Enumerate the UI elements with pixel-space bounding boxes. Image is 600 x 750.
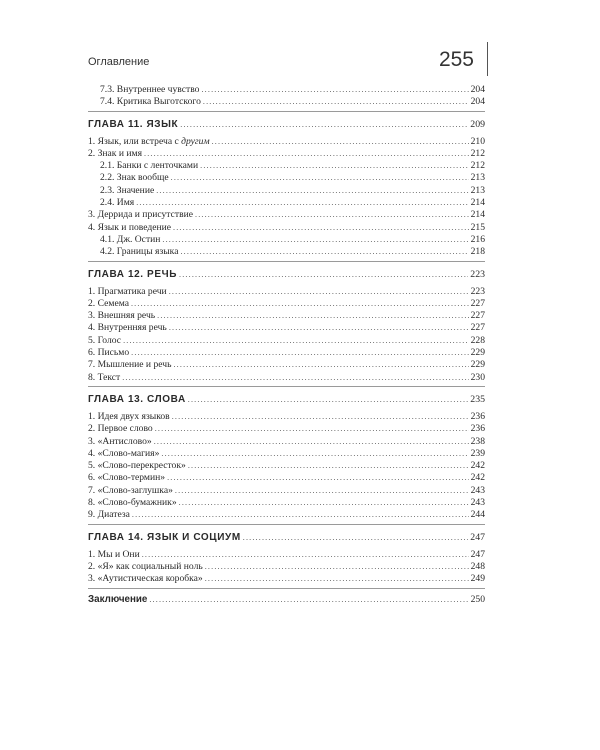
dot-leader [188, 392, 469, 408]
dot-leader [205, 573, 469, 585]
toc-entry[interactable] [88, 185, 485, 197]
toc-entry-label-text: 1. Язык, или встреча с [88, 135, 182, 147]
toc-entry-page: 227 [470, 310, 485, 322]
dot-leader [167, 472, 469, 484]
toc-entry[interactable] [88, 335, 485, 347]
toc-entry-label [88, 359, 171, 371]
dot-leader [175, 485, 469, 497]
page-header [88, 48, 488, 78]
toc-entry-page: 213 [470, 184, 485, 196]
toc-entry[interactable] [88, 197, 485, 209]
toc-entry[interactable] [88, 246, 485, 258]
toc-entry-label [88, 286, 167, 298]
dot-leader [180, 246, 468, 258]
toc-chapter-block [88, 530, 485, 589]
dot-leader [169, 286, 469, 298]
toc-entry-page: 215 [470, 221, 485, 233]
toc-entry-label [88, 335, 121, 347]
toc-entry-label [88, 246, 178, 258]
toc-entry-label-text: 1. Мы и Они [88, 548, 140, 560]
toc-entry-label-text: 7.3. Внутреннее чувство [100, 84, 200, 95]
toc-entry-label [88, 549, 140, 561]
dot-leader [172, 411, 469, 423]
toc-entry-label-text: 1. Идея двух языков [88, 410, 170, 422]
toc-entry-page: 216 [470, 233, 485, 245]
dot-leader [123, 335, 469, 347]
dot-leader [149, 594, 468, 606]
toc-entry-label-emphasis: другим [181, 135, 210, 147]
toc-chapter-heading[interactable] [88, 530, 485, 546]
toc-entry[interactable] [88, 234, 485, 246]
toc-entry-page: 213 [470, 172, 485, 184]
toc-entry-page: 243 [470, 497, 485, 509]
toc-entry-label [88, 160, 198, 172]
dot-leader [144, 148, 469, 160]
toc-entry-label-text: ГЛАВА 12. РЕЧЬ [88, 268, 178, 280]
toc-conclusion-entry[interactable] [88, 594, 485, 606]
toc-chapter-block [88, 392, 485, 525]
toc-entry-label [88, 222, 171, 234]
toc-entry-page: 214 [470, 197, 485, 209]
toc-entry-label [88, 573, 203, 585]
toc-entry-label-text: 4. «Слово-магия» [88, 447, 160, 459]
toc-entry-page: 223 [470, 268, 485, 280]
dot-leader [132, 509, 469, 521]
toc-entry-label [88, 497, 177, 509]
toc-entry[interactable] [88, 286, 485, 298]
toc-chapter-heading[interactable] [88, 392, 485, 408]
toc-entry-label-text: 5. Голос [88, 334, 122, 346]
toc-entry[interactable] [88, 561, 485, 573]
toc-entry-page: 212 [470, 147, 485, 159]
toc-chapter-block [88, 267, 485, 387]
dot-leader [131, 298, 469, 310]
toc-entry-label-text: 9. Диатеза [88, 509, 130, 521]
dot-leader [195, 209, 469, 221]
toc-entry-label [88, 561, 203, 573]
toc-entry-page: 218 [470, 246, 485, 258]
toc-entry-page: 228 [470, 334, 485, 346]
toc-entry[interactable] [88, 411, 485, 423]
toc-entry[interactable] [88, 485, 485, 497]
dot-leader [201, 84, 468, 96]
toc-entry[interactable] [88, 460, 485, 472]
toc-chapter-heading[interactable] [88, 117, 485, 133]
toc-entry[interactable] [88, 573, 485, 585]
toc-entry-page: 250 [470, 593, 485, 605]
toc-entry-label-text: 3. Деррида и присутствие [88, 209, 193, 221]
toc-entry-label-text: 2.2. Знак вообще [100, 172, 169, 184]
toc-entry-label-text: ГЛАВА 14. ЯЗЫК И СОЦИУМ [88, 531, 241, 543]
dot-leader [179, 497, 469, 509]
toc-entry-page: 214 [470, 209, 485, 221]
toc-entry[interactable] [88, 322, 485, 334]
toc-entry-label-text: 6. «Слово-термин» [88, 472, 166, 484]
toc-entry-label-text: 2.3. Значение [100, 184, 155, 196]
header-divider [487, 42, 488, 76]
toc-entry-page: 227 [470, 297, 485, 309]
toc-entry-label [88, 209, 193, 221]
toc-entry-label [88, 530, 241, 546]
toc-entry-page: 243 [470, 484, 485, 496]
toc-entry-label-text: 5. «Слово-перекресток» [88, 460, 186, 472]
dot-leader [205, 561, 469, 573]
toc-entry-label [88, 594, 147, 606]
toc-entry-label-text: 3. «Антислово» [88, 435, 152, 447]
toc-entry[interactable] [88, 436, 485, 448]
dot-leader [173, 359, 468, 371]
toc-entry[interactable] [88, 136, 485, 148]
toc-entry-page: 229 [470, 347, 485, 359]
toc-entry[interactable] [88, 209, 485, 221]
toc-entry-label-text: ГЛАВА 13. СЛОВА [88, 393, 186, 405]
toc-entry[interactable] [88, 497, 485, 509]
toc-entry-label [88, 310, 155, 322]
toc-entry[interactable] [88, 172, 485, 184]
toc-entry-label [88, 172, 169, 184]
toc-entry-page: 212 [470, 160, 485, 172]
toc-entry-label-text: 4.1. Дж. Остин [100, 233, 161, 245]
toc-entry[interactable] [88, 549, 485, 561]
toc-entry-label [88, 392, 186, 408]
toc-entry-label [88, 148, 142, 160]
toc-entry-label [88, 267, 177, 283]
toc-entry-label [88, 460, 186, 472]
toc-entry-label [88, 84, 199, 96]
toc-entry-label [88, 411, 170, 423]
toc-entry[interactable] [88, 472, 485, 484]
toc-entry-page: 239 [470, 447, 485, 459]
toc-chapter-block [88, 117, 485, 262]
toc-entry-label-text: 2.4. Имя [100, 197, 135, 209]
toc-entry-label [88, 485, 173, 497]
toc-entry-label [88, 372, 120, 384]
toc-entry-page: 247 [470, 548, 485, 560]
toc-entry-label [88, 509, 130, 521]
toc-entry-label-text: Заключение [88, 593, 148, 605]
dot-leader [156, 185, 468, 197]
toc-chapter-block [88, 594, 485, 608]
toc-entry-label [88, 472, 165, 484]
toc-entry-page: 238 [470, 435, 485, 447]
toc-entry[interactable] [88, 222, 485, 234]
toc-entry-label-text: 1. Прагматика речи [88, 285, 167, 297]
toc-entry-label-text: 8. Текст [88, 371, 121, 383]
toc-entry-label-text: 2. «Я» как социальный ноль [88, 560, 203, 572]
toc-entry-label [88, 448, 159, 460]
toc-entry[interactable] [88, 148, 485, 160]
dot-leader [173, 222, 469, 234]
toc-entry-label-text: 7. Мышление и речь [88, 359, 172, 371]
toc-entry-label [88, 423, 153, 435]
dot-leader [155, 423, 469, 435]
toc-chapter-block [88, 84, 485, 112]
toc-entry-page: 209 [470, 118, 485, 130]
toc-entry-label [88, 136, 210, 148]
dot-leader [188, 460, 469, 472]
dot-leader [200, 160, 468, 172]
toc-entry-label-text: 8. «Слово-бумажник» [88, 497, 177, 509]
dot-leader [203, 96, 469, 108]
toc-entry-label [88, 185, 154, 197]
toc-entry-label [88, 436, 152, 448]
toc-entry-page: 249 [470, 573, 485, 585]
toc-entry-label-text: 4. Внутренняя речь [88, 322, 167, 334]
toc-entry[interactable] [88, 372, 485, 384]
toc-entry-page: 236 [470, 423, 485, 435]
toc-entry[interactable] [88, 96, 485, 108]
toc-entry[interactable] [88, 310, 485, 322]
toc-entry-label-text: 6. Письмо [88, 347, 130, 359]
toc-entry[interactable] [88, 509, 485, 521]
dot-leader [154, 436, 469, 448]
toc-entry-page: 244 [470, 509, 485, 521]
toc-chapter-heading[interactable] [88, 267, 485, 283]
dot-leader [180, 117, 468, 133]
toc-entry-page: 248 [470, 560, 485, 572]
toc-entry[interactable] [88, 423, 485, 435]
toc-entry-label [88, 96, 201, 108]
toc-entry-label-text: 4. Язык и поведение [88, 221, 172, 233]
dot-leader [162, 234, 468, 246]
toc-entry-label [88, 322, 167, 334]
dot-leader [131, 347, 468, 359]
toc-entry-label [88, 347, 129, 359]
page-number: 255 [438, 48, 474, 71]
toc-entry-label [88, 298, 129, 310]
dot-leader [212, 136, 469, 148]
dot-leader [171, 172, 469, 184]
dot-leader [169, 322, 469, 334]
dot-leader [161, 448, 468, 460]
toc-entry-label-text: 3. «Аутистическая коробка» [88, 573, 203, 585]
table-of-contents [88, 84, 485, 613]
toc-entry-label [88, 197, 134, 209]
toc-entry-label-text: 7. «Слово-заглушка» [88, 484, 173, 496]
dot-leader [142, 549, 469, 561]
dot-leader [122, 372, 468, 384]
toc-entry-label-text: 3. Внешняя речь [88, 310, 156, 322]
toc-entry-label-text: 2. Первое слово [88, 423, 153, 435]
toc-entry-label-text: 2. Знак и имя [88, 147, 143, 159]
toc-entry-page: 235 [470, 393, 485, 405]
toc-entry-page: 223 [470, 285, 485, 297]
toc-entry-label [88, 234, 160, 246]
toc-entry[interactable] [88, 448, 485, 460]
toc-entry-page: 242 [470, 472, 485, 484]
toc-entry-label-text: 2.1. Банки с ленточками [100, 160, 199, 172]
dot-leader [157, 310, 468, 322]
dot-leader [179, 267, 468, 283]
toc-entry-page: 210 [470, 135, 485, 147]
toc-entry-page: 236 [470, 410, 485, 422]
toc-entry-page: 230 [470, 371, 485, 383]
toc-entry[interactable] [88, 84, 485, 96]
toc-entry[interactable] [88, 359, 485, 371]
dot-leader [243, 530, 469, 546]
toc-entry[interactable] [88, 298, 485, 310]
toc-entry-label-text: 2. Семема [88, 297, 129, 309]
toc-entry-page: 204 [470, 84, 485, 95]
toc-entry[interactable] [88, 347, 485, 359]
toc-entry[interactable] [88, 160, 485, 172]
toc-entry-label-text: ГЛАВА 11. ЯЗЫК [88, 118, 179, 130]
section-title: Оглавление [88, 56, 150, 68]
toc-entry-label-text: 7.4. Критика Выготского [100, 96, 201, 108]
dot-leader [136, 197, 468, 209]
toc-entry-page: 242 [470, 460, 485, 472]
toc-entry-page: 204 [470, 96, 485, 108]
toc-entry-page: 247 [470, 531, 485, 543]
toc-entry-label-text: 4.2. Границы языка [100, 246, 179, 258]
toc-entry-label [88, 117, 178, 133]
toc-entry-page: 227 [470, 322, 485, 334]
toc-entry-page: 229 [470, 359, 485, 371]
